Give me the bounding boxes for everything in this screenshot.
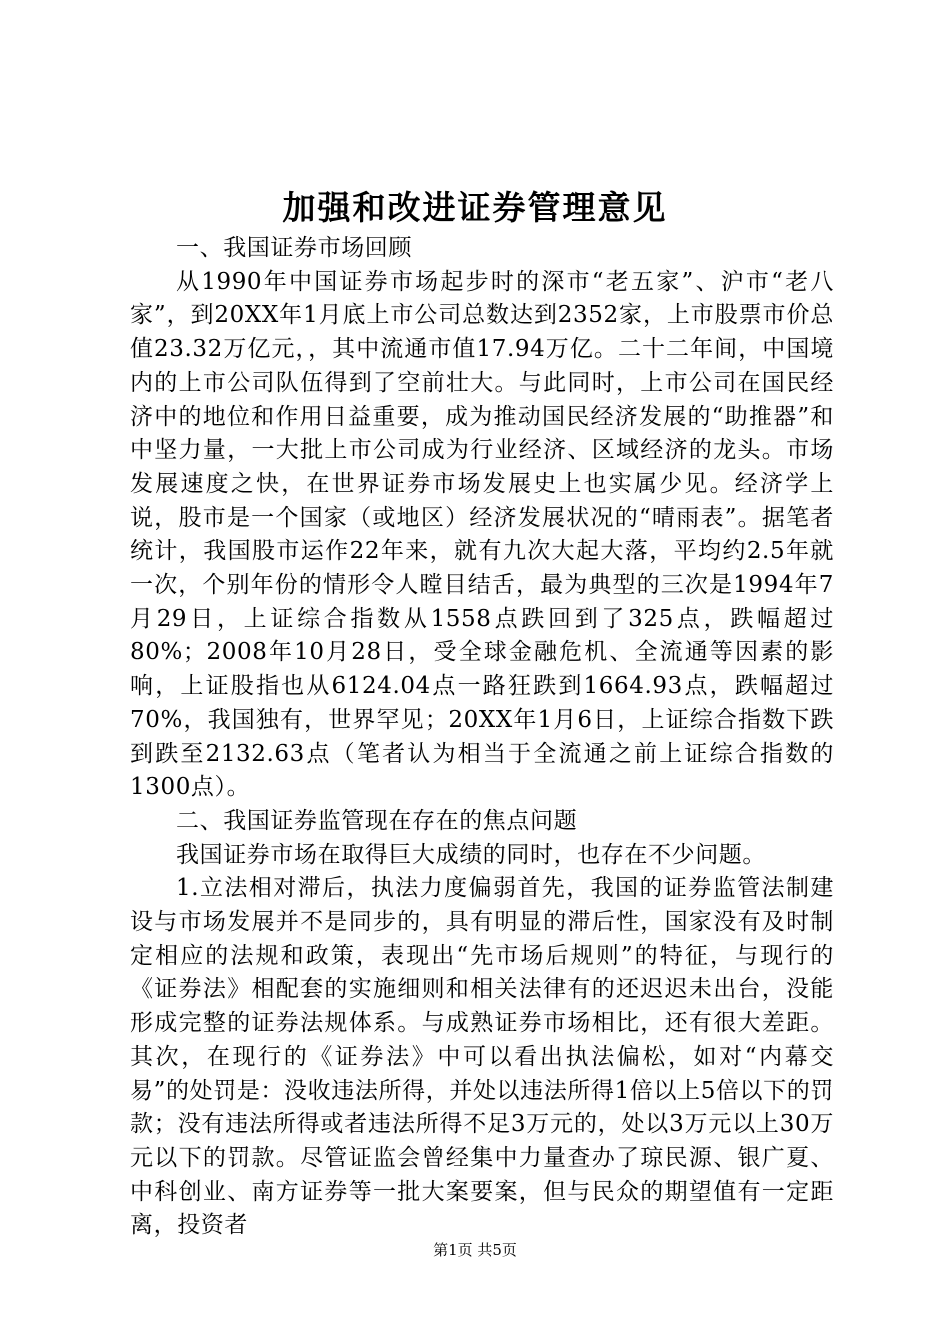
document-title: 加强和改进证券管理意见 xyxy=(282,188,668,227)
page-footer: 第1页 共5页 xyxy=(433,1241,517,1259)
paragraph-legislation: 1.立法相对滞后，执法力度偏弱首先，我国的证券监管法制建设与市场发展并不是同步的，具有明显的滞后性，国家没有及时制定相应的法规和政策，表现出“先市场后规则”的特征，与现行的《证券法》相配套的实施细则和相关法律有的还迟迟未出台，没能形成完整的证券法规体系。与成熟证券市场相比，还有很大差距。其次，在现行的《证券法》中可以看出执法偏松，如对“内幕交易”的处罚是：没收违法所得，并处以违法所得1倍以上5倍以下的罚款；没有违法所得或者违法所得不足3万元的，处以3万元以上30万元以下的罚款。尽管证监会曾经集中力量查办了琼民源、银广夏、中科创业、南方证券等一批大案要案，但与民众的期望值有一定距离，投资者 xyxy=(130,875,834,1239)
section-heading-2: 二、我国证券监管现在存在的焦点问题 xyxy=(176,807,578,834)
document-body xyxy=(130,232,834,1243)
section-heading-1: 一、我国证券市场回顾 xyxy=(176,235,412,261)
paragraph-market-review: 从1990年中国证券市场起步时的深市“老五家”、沪市“老八家”，到20XX年1月底上市公司总数达到2352家，上市股票市价总值23.32万亿元，，其中流通市值17.94万亿。二十二年间，中国境内的上市公司队伍得到了空前壮大。与此同时，上市公司在国民经济中的地位和作用日益重要，成为推动国民经济发展的“助推器”和中坚力量，一大批上市公司成为行业经济、区域经济的龙头。市场发展速度之快，在世界证券市场发展史上也实属少见。经济学上说，股市是一个国家（或地区）经济发展状况的“晴雨表”。据笔者统计，我国股市运作22年来，就有九次大起大落，平均约2.5年就一次，个别年份的情形令人瞠目结舌，最为典型的三次是1994年7月29日，上证综合指数从1558点跌回到了325点，跌幅超过80%；2008年10月28日，受全球金融危机、全流通等因素的影响，上证股指也从6124.04点一路狂跌到1664.93点，跌幅超过70%，我国独有，世界罕见；20XX年1月6日，上证综合指数下跌到跌至2132.63点（笔者认为相当于全流通之前上证综合指数的1300点）。 xyxy=(130,268,834,801)
paragraph-intro-problems: 我国证券市场在取得巨大成绩的同时，也存在不少问题。 xyxy=(176,841,766,868)
